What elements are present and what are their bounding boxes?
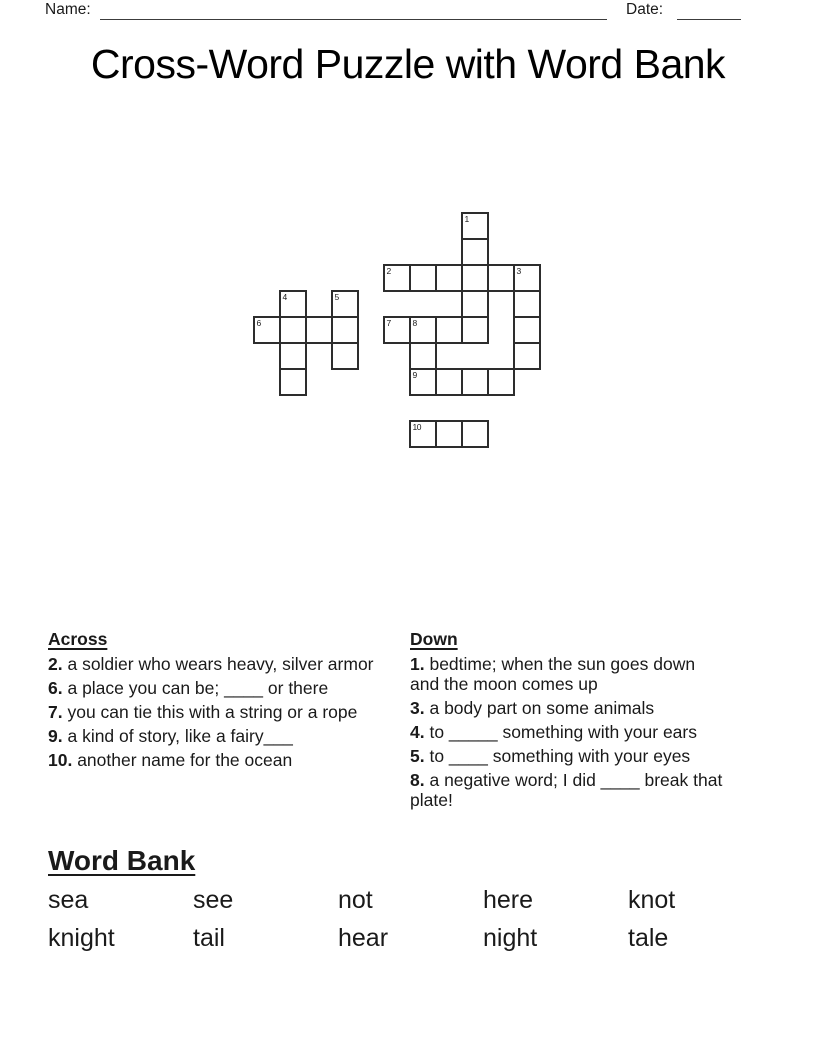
grid-cell-r4-c0[interactable]: [253, 316, 281, 344]
grid-cell-r2-c9[interactable]: [487, 264, 515, 292]
word-bank-word-tail: tail: [193, 924, 225, 952]
clue-across-2: 2. a soldier who wears heavy, silver armor: [48, 654, 374, 674]
grid-cell-r6-c6[interactable]: [409, 368, 437, 396]
grid-cell-r4-c3[interactable]: [331, 316, 359, 344]
grid-cell-r3-c8[interactable]: [461, 290, 489, 318]
grid-cell-r6-c7[interactable]: [435, 368, 463, 396]
word-bank-word-not: not: [338, 886, 373, 914]
grid-cell-r8-c7[interactable]: [435, 420, 463, 448]
clue-across-9: 9. a kind of story, like a fairy___: [48, 726, 293, 746]
across-clue-list: [48, 654, 378, 770]
word-bank-word-tale: tale: [628, 924, 669, 952]
grid-cell-r2-c8[interactable]: [461, 264, 489, 292]
grid-cell-r2-c7[interactable]: [435, 264, 463, 292]
word-bank-grid: [48, 884, 773, 960]
clue-down-4: 4. to _____ something with your ears: [410, 722, 697, 742]
clue-down-5: 5. to ____ something with your eyes: [410, 746, 691, 766]
grid-cell-r2-c5[interactable]: [383, 264, 411, 292]
across-clues-section: [48, 629, 378, 774]
word-bank-word-here: here: [483, 886, 534, 914]
down-clue-list: [410, 654, 725, 810]
grid-cell-r4-c10[interactable]: [513, 316, 541, 344]
grid-cell-r4-c1[interactable]: [279, 316, 307, 344]
cell-number-6: 6: [256, 317, 261, 328]
grid-cell-r5-c1[interactable]: [279, 342, 307, 370]
cell-number-10: 10: [412, 421, 421, 432]
grid-cell-r1-c8[interactable]: [461, 238, 489, 266]
cell-number-9: 9: [412, 369, 417, 380]
word-bank-word-sea: sea: [48, 886, 89, 914]
clue-down-3: 3. a body part on some animals: [410, 698, 655, 718]
grid-cell-r5-c6[interactable]: [409, 342, 437, 370]
date-fill-line[interactable]: [677, 2, 741, 20]
grid-cell-r5-c10[interactable]: [513, 342, 541, 370]
grid-cell-r4-c7[interactable]: [435, 316, 463, 344]
cell-number-1: 1: [464, 213, 469, 224]
grid-cell-r4-c6[interactable]: [409, 316, 437, 344]
cell-number-8: 8: [412, 317, 417, 328]
name-label: Name:: [45, 1, 91, 18]
date-label: Date:: [626, 1, 664, 18]
name-fill-line[interactable]: [100, 2, 607, 20]
grid-cell-r6-c9[interactable]: [487, 368, 515, 396]
clue-across-7: 7. you can tie this with a string or a rope: [48, 702, 358, 722]
cell-number-5: 5: [334, 291, 339, 302]
grid-cell-r4-c2[interactable]: [305, 316, 333, 344]
grid-cell-r3-c1[interactable]: [279, 290, 307, 318]
cell-number-2: 2: [386, 265, 391, 276]
grid-cell-r8-c8[interactable]: [461, 420, 489, 448]
grid-cell-r2-c10[interactable]: [513, 264, 541, 292]
word-bank-word-hear: hear: [338, 924, 389, 952]
grid-cell-r4-c8[interactable]: [461, 316, 489, 344]
grid-cell-r4-c5[interactable]: [383, 316, 411, 344]
grid-cell-r8-c6[interactable]: [409, 420, 437, 448]
word-bank-word-night: night: [483, 924, 538, 952]
down-heading: Down: [410, 629, 458, 649]
word-bank-word-see: see: [193, 886, 234, 914]
word-bank-word-knot: knot: [628, 886, 676, 914]
cell-number-7: 7: [386, 317, 391, 328]
cell-number-3: 3: [516, 265, 521, 276]
grid-cell-r3-c10[interactable]: [513, 290, 541, 318]
word-bank-word-knight: knight: [48, 924, 115, 952]
clue-down-1: 1. bedtime; when the sun goes down and the moon comes up: [410, 654, 696, 694]
grid-cell-r5-c3[interactable]: [331, 342, 359, 370]
grid-cell-r3-c3[interactable]: [331, 290, 359, 318]
page-title: Cross-Word Puzzle with Word Bank: [90, 41, 726, 87]
down-clues-section: [410, 629, 725, 814]
clue-across-10: 10. another name for the ocean: [48, 750, 293, 770]
cell-number-4: 4: [282, 291, 287, 302]
grid-cell-r6-c1[interactable]: [279, 368, 307, 396]
clue-down-8: 8. a negative word; I did ____ break that plate!: [410, 770, 723, 810]
grid-cell-r6-c8[interactable]: [461, 368, 489, 396]
grid-cell-r0-c8[interactable]: [461, 212, 489, 240]
word-bank-heading: Word Bank: [48, 845, 196, 876]
clue-across-6: 6. a place you can be; ____ or there: [48, 678, 329, 698]
grid-cell-r2-c6[interactable]: [409, 264, 437, 292]
across-heading: Across: [48, 629, 108, 649]
